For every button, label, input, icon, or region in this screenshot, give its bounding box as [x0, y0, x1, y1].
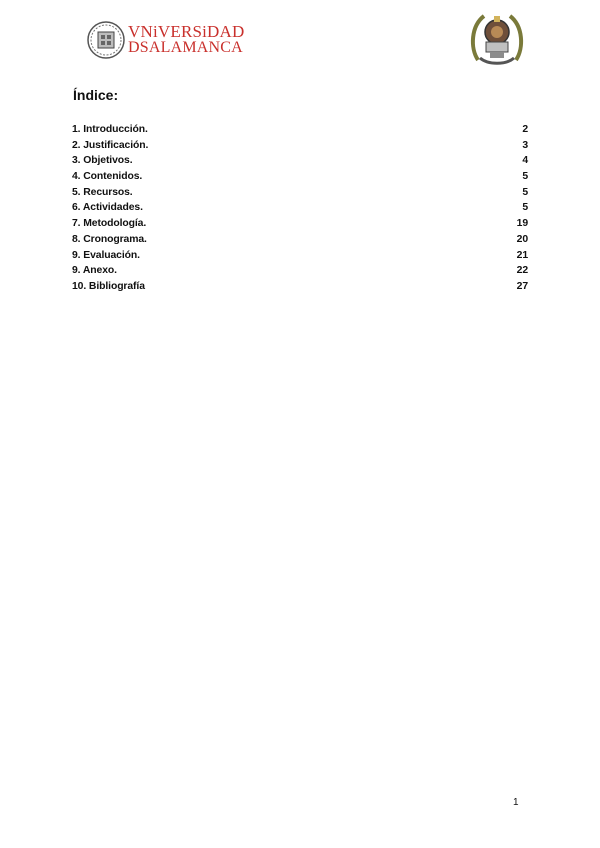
- toc-label: 7. Metodología.: [72, 218, 147, 230]
- toc-row: [72, 171, 528, 187]
- toc-page-number: 22: [516, 265, 528, 277]
- toc-label: 9. Anexo.: [72, 265, 117, 277]
- toc-page-number: 20: [516, 233, 528, 245]
- toc-label: 1. Introducción.: [72, 124, 148, 135]
- toc-row: [72, 140, 528, 156]
- crest-icon: [468, 8, 526, 72]
- toc-row: [72, 124, 528, 140]
- toc-label: 8. Cronograma.: [72, 233, 147, 245]
- toc-page-number: 5: [522, 202, 528, 214]
- crest-logo: [468, 8, 526, 72]
- toc-label: 5. Recursos.: [72, 186, 133, 198]
- toc-row: [72, 187, 528, 203]
- toc-page-number: 5: [522, 171, 528, 183]
- toc-page-number: 2: [522, 124, 528, 135]
- toc-label: 2. Justificación.: [72, 139, 149, 151]
- toc-row: [72, 218, 528, 234]
- toc-page-number: 5: [522, 186, 528, 198]
- toc-page-number: 21: [516, 249, 528, 261]
- university-seal-icon: [84, 20, 130, 60]
- toc-row: [72, 250, 528, 266]
- toc-page-number: 19: [516, 218, 528, 230]
- toc-row: [72, 234, 528, 250]
- toc-page-number: 4: [522, 155, 528, 167]
- toc-row: [72, 281, 528, 297]
- toc-page-number: 27: [516, 280, 528, 292]
- table-of-contents: [72, 124, 528, 297]
- toc-label: 10. Bibliografía: [72, 280, 145, 292]
- university-name: [128, 24, 248, 60]
- toc-row: [72, 202, 528, 218]
- toc-page-number: 3: [522, 139, 528, 151]
- toc-label: 3. Objetivos.: [72, 155, 133, 167]
- toc-label: 6. Actividades.: [72, 202, 143, 214]
- toc-label: 4. Contenidos.: [72, 171, 143, 183]
- university-name-line2: DSALAMANCA: [128, 39, 243, 56]
- toc-row: [72, 265, 528, 281]
- page-number: 1: [513, 797, 519, 808]
- toc-label: 9. Evaluación.: [72, 249, 140, 261]
- university-name-line1: VNiVERSiDAD: [128, 22, 245, 41]
- toc-row: [72, 155, 528, 171]
- index-title: Índice:: [73, 87, 119, 103]
